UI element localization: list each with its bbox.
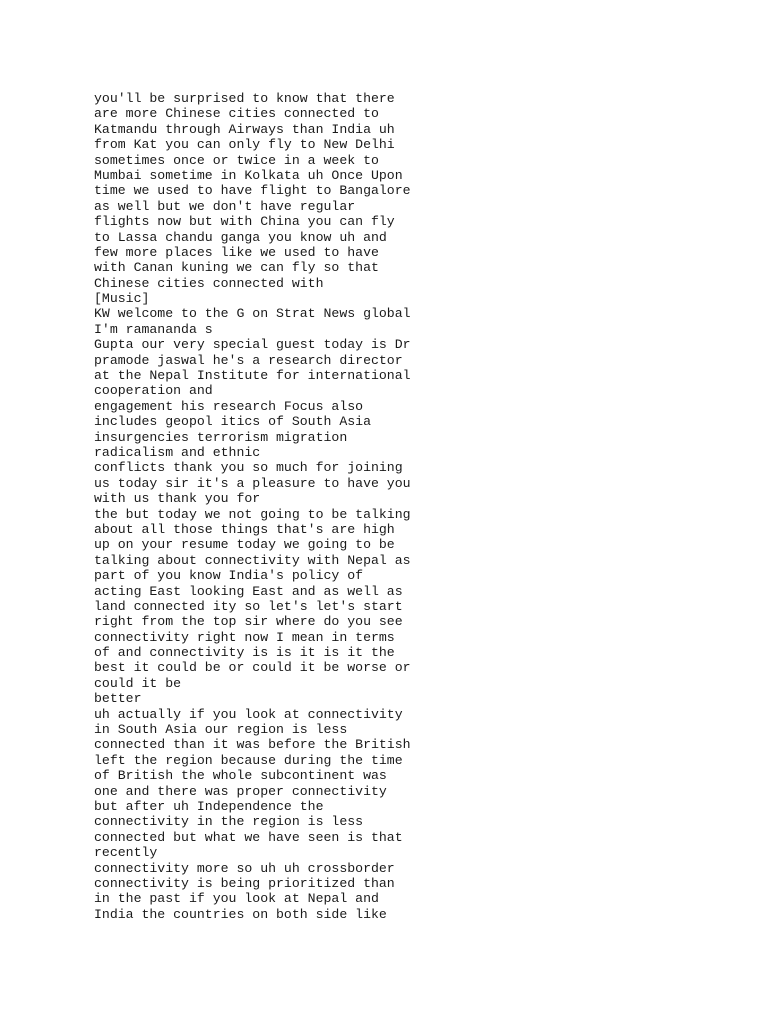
transcript-line: connectivity in the region is less — [94, 814, 364, 830]
transcript-line: radicalism and ethnic — [94, 444, 261, 460]
transcript-line: to Lassa chandu ganga you know uh and — [94, 229, 387, 245]
transcript-line: of British the whole subcontinent was — [94, 768, 387, 784]
transcript-line: left the region because during the time — [94, 752, 403, 768]
transcript-line: best it could be or could it be worse or — [94, 660, 411, 676]
transcript-line: in South Asia our region is less — [94, 722, 348, 738]
transcript-line: at the Nepal Institute for international — [94, 368, 411, 384]
transcript-line: Katmandu through Airways than India uh — [94, 121, 395, 137]
transcript-line: the but today we not going to be talking — [94, 506, 411, 522]
transcript-line: talking about connectivity with Nepal as — [94, 552, 411, 568]
transcript-line: recently — [94, 845, 158, 861]
transcript-line: India the countries on both side like — [94, 906, 387, 922]
transcript-line: with us thank you for — [94, 491, 261, 507]
transcript-line: insurgencies terrorism migration — [94, 429, 348, 445]
transcript-line: engagement his research Focus also — [94, 398, 364, 414]
transcript-line: conflicts thank you so much for joining — [94, 460, 403, 476]
transcript-line: Mumbai sometime in Kolkata uh Once Upon — [94, 167, 403, 183]
transcript-line: acting East looking East and as well as — [94, 583, 403, 599]
transcript-line: about all those things that's are high — [94, 521, 395, 537]
transcript-line: connected than it was before the British — [94, 737, 411, 753]
transcript-line: connectivity more so uh uh crossborder — [94, 860, 395, 876]
transcript-line: flights now but with China you can fly — [94, 214, 395, 230]
transcript-line: connectivity right now I mean in terms — [94, 629, 395, 645]
transcript-line: Gupta our very special guest today is Dr — [94, 337, 411, 353]
transcript-line: includes geopol itics of South Asia — [94, 414, 371, 430]
transcript-line: as well but we don't have regular — [94, 198, 356, 214]
transcript-line: sometimes once or twice in a week to — [94, 152, 379, 168]
transcript-line: in the past if you look at Nepal and — [94, 891, 379, 907]
transcript-line: uh actually if you look at connectivity — [94, 706, 403, 722]
transcript-line: us today sir it's a pleasure to have you — [94, 475, 411, 491]
transcript-line: connectivity is being prioritized than — [94, 875, 395, 891]
transcript-line: Chinese cities connected with — [94, 275, 324, 291]
transcript-line: one and there was proper connectivity — [94, 783, 387, 799]
transcript-line: [Music] — [94, 291, 150, 307]
transcript-line: better — [94, 691, 142, 707]
transcript-line: you'll be surprised to know that there — [94, 91, 395, 106]
transcript-line: I'm ramananda s — [94, 321, 213, 337]
transcript-line: right from the top sir where do you see — [94, 614, 403, 630]
transcript-text — [94, 91, 734, 922]
transcript-line: pramode jaswal he's a research director — [94, 352, 403, 368]
transcript-line: up on your resume today we going to be — [94, 537, 395, 553]
transcript-line: part of you know India's policy of — [94, 568, 364, 584]
transcript-line: from Kat you can only fly to New Delhi — [94, 137, 395, 153]
transcript-line: connected but what we have seen is that — [94, 829, 403, 845]
transcript-line: are more Chinese cities connected to — [94, 106, 379, 122]
transcript-line: but after uh Independence the — [94, 798, 324, 814]
transcript-line: few more places like we used to have — [94, 244, 379, 260]
transcript-line: time we used to have flight to Bangalore — [94, 183, 411, 199]
transcript-line: cooperation and — [94, 383, 213, 399]
transcript-line: of and connectivity is is it is it the — [94, 645, 395, 661]
transcript-line: land connected ity so let's let's start — [94, 598, 403, 614]
transcript-line: with Canan kuning we can fly so that — [94, 260, 379, 276]
transcript-line: KW welcome to the G on Strat News global — [94, 306, 411, 322]
transcript-line: could it be — [94, 675, 182, 691]
